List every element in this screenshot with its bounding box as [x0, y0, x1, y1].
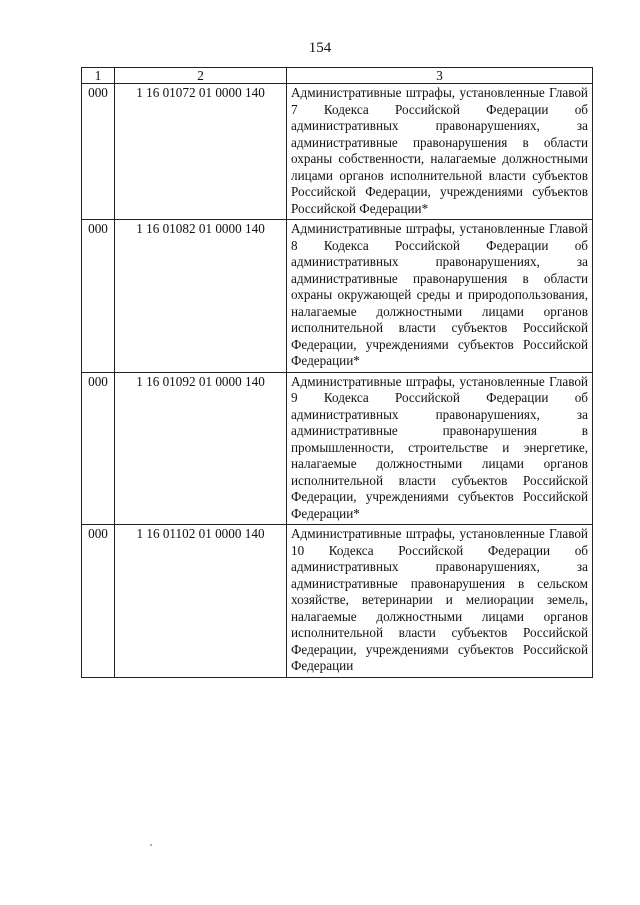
kbk-code-cell: 1 16 01072 01 0000 140 — [115, 84, 287, 220]
description-cell: Административные штрафы, установленные Главой 10 Кодекса Российской Федерации об административных правонарушениях, за административные правонарушения в сельском хозяйстве, ветеринарии и мелиорации земель, налагаемые должностными лицами органов исполнительной власти субъектов Российской Федерации, учреждениями субъектов Российской Федерации — [287, 525, 593, 678]
fines-table — [81, 67, 593, 678]
scan-speck — [150, 844, 152, 846]
kbk-code-cell: 1 16 01102 01 0000 140 — [115, 525, 287, 678]
admin-code-cell: 000 — [82, 84, 115, 220]
admin-code-cell: 000 — [82, 525, 115, 678]
admin-code-cell: 000 — [82, 220, 115, 373]
admin-code-cell: 000 — [82, 372, 115, 525]
table-row — [82, 220, 593, 373]
column-header-1: 1 — [82, 68, 115, 84]
table-row — [82, 525, 593, 678]
description-cell: Административные штрафы, установленные Главой 9 Кодекса Российской Федерации об административных правонарушениях, за административные правонарушения в промышленности, строительстве и энергетике, налагаемые должностными лицами органов исполнительной власти субъектов Российской Федерации, учреждениями субъектов Российской Федерации* — [287, 372, 593, 525]
table-header-row — [82, 68, 593, 84]
description-cell: Административные штрафы, установленные Главой 7 Кодекса Российской Федерации об административных правонарушениях, за административные правонарушения в области охраны собственности, налагаемые должностными лицами органов исполнительной власти субъектов Российской Федерации, учреждениями субъектов Российской Федерации* — [287, 84, 593, 220]
kbk-code-cell: 1 16 01082 01 0000 140 — [115, 220, 287, 373]
kbk-code-cell: 1 16 01092 01 0000 140 — [115, 372, 287, 525]
description-cell: Административные штрафы, установленные Главой 8 Кодекса Российской Федерации об административных правонарушениях, за административные правонарушения в области охраны окружающей среды и природопользования, налагаемые должностными лицами органов исполнительной власти субъектов Российской Федерации, учреждениями субъектов Российской Федерации* — [287, 220, 593, 373]
column-header-3: 3 — [287, 68, 593, 84]
table-row — [82, 84, 593, 220]
table-row — [82, 372, 593, 525]
column-header-2: 2 — [115, 68, 287, 84]
page-number: 154 — [308, 40, 332, 56]
